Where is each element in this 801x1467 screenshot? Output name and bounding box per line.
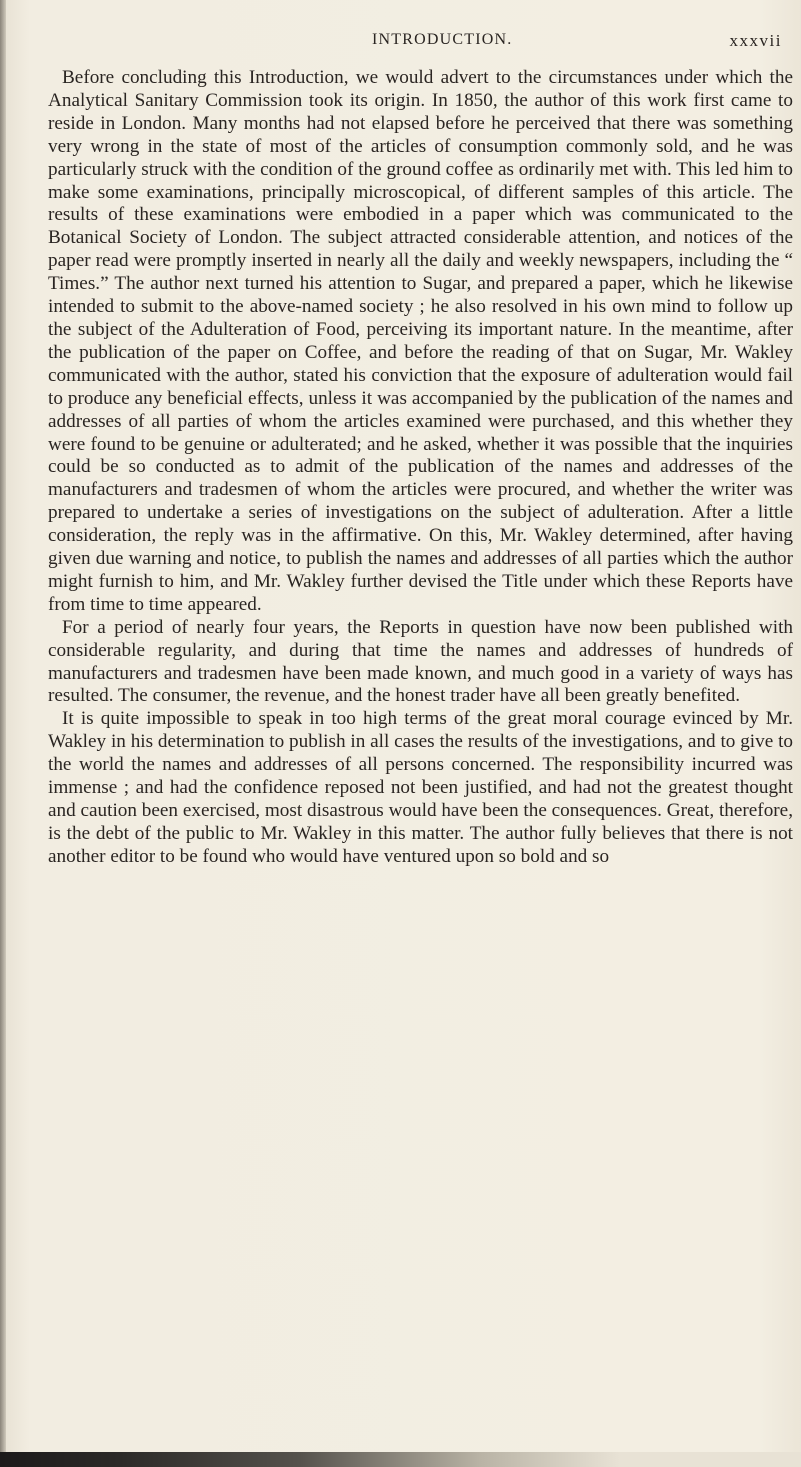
paragraph: Before concluding this Introduction, we would advert to the circumstances under which the Analytical Sanitary Commission took its origin. In 1850, the author of this work first came to reside in London. Many months had not elapsed before he perceived that there was something very wrong in the state of most of the articles of consumption commonly sold, and he was particularly struck with the condition of the ground coffee as ordinarily met with. This led him to make some examinations, principally microscopical, of different samples of this article. The results of these examinations were embodied in a paper which was communicated to the Botanical Society of London. The subject attracted considerable attention, and notices of the paper read were promptly inserted in nearly all the daily and weekly newspapers, including the “ Times.” The author next turned his attention to Sugar, and prepared a paper, which he likewise intended to submit to the above-named society ; he also resolved in his own mind to follow up the subject of the Adulteration of Food, perceiving its important nature. In the meantime, after the publication of the paper on Coffee, and before the reading of that on Sugar, Mr. Wakley communicated with the author, stated his conviction that the exposure of adulteration would fail to produce any beneficial effects, unless it was accompanied by the publication of the names and addresses of all parties of whom the articles examined were purchased, and this whether they were found to be genuine or adulterated; and he asked, whether it was possible that the inquiries could be so conducted as to admit of the publication of the names and addresses of the manufacturers and tradesmen of whom the articles were procured, and whether the writer was prepared to undertake a series of investigations on the subject of adulteration. After a little consideration, the reply was in the affirmative. On this, Mr. Wakley determined, after having given due warning and notice, to publish the names and addresses of all parties which the author might furnish to him, and Mr. Wakley further devised the Title under which these Reports have from time to time appeared. <box>48 67 793 615</box>
page-header <box>48 31 788 55</box>
body-text <box>48 67 793 869</box>
page-bottom-shadow <box>0 1452 801 1467</box>
page-gutter-edge <box>0 0 6 1467</box>
running-head: INTRODUCTION. <box>372 31 513 48</box>
page-number: xxxvii <box>729 31 782 50</box>
paragraph: It is quite impossible to speak in too high terms of the great moral courage evinced by Mr. Wakley in his determination to publish in all cases the results of the investigations, and to give to the world the names and addresses of all persons concerned. The responsibility incurred was immense ; and had the confidence reposed not been justified, and had not the greatest thought and caution been exercised, most disastrous would have been the consequences. Great, therefore, is the debt of the public to Mr. Wakley in this matter. The author fully believes that there is not another editor to be found who would have ventured upon so bold and so <box>48 708 793 867</box>
paragraph: For a period of nearly four years, the Reports in question have now been published with considerable regularity, and during that time the names and addresses of hundreds of manufacturers and tradesmen have been made known, and much good in a variety of ways has resulted. The consumer, the revenue, and the honest trader have all been greatly benefited. <box>48 616 793 707</box>
